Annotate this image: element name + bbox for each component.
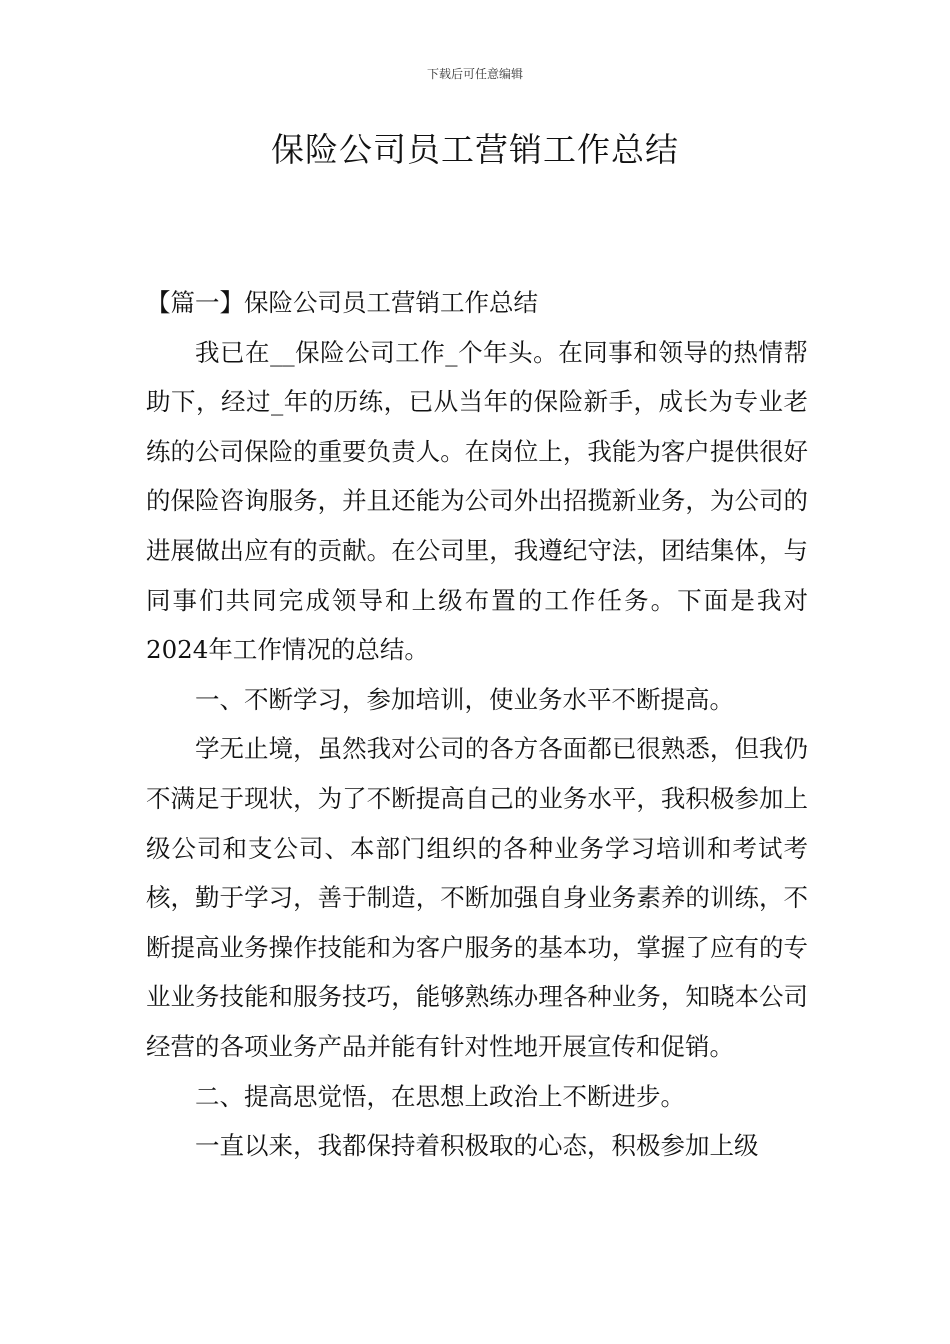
document-title: 保险公司员工营销工作总结 bbox=[271, 130, 679, 169]
paragraph-heading-1: 一、不断学习，参加培训，使业务水平不断提高。 bbox=[195, 684, 734, 714]
paragraph-attitude: 一直以来，我都保持着积极取的心态，积极参加上级 bbox=[195, 1131, 759, 1161]
paragraph-learning: 学无止境，虽然我对公司的各方各面都已很熟悉，但我仍不满足于现状，为了不断提高自己的业务水平，我积极参加上级公司和支公司、本部门组织的各种业务学习培训和考试考核，勤于学习，善于制造，不断加强自身业务素养的训练，不断提高业务操作技能和为客户服务的基本功，掌握了应有的专业业务技能和服务技巧，能够熟练办理各种业务，知晓本公司经营的各项业务产品并能有针对性地开展宣传和促销。 bbox=[146, 734, 808, 1061]
paragraph-heading-2: 二、提高思觉悟，在思想上政治上不断进步。 bbox=[195, 1081, 685, 1111]
document-body bbox=[146, 278, 808, 1171]
section-heading: 【篇一】保险公司员工营销工作总结 bbox=[146, 288, 538, 317]
paragraph-intro: 我已在__保险公司工作_个年头。在同事和领导的热情帮助下，经过_年的历练，已从当年的保险新手，成长为专业老练的公司保险的重要负责人。在岗位上，我能为客户提供很好的保险咨询服务，并且还能为公司外出招揽新业务，为公司的进展做出应有的贡献。在公司里，我遵纪守法，团结集体，与同事们共同完成领导和上级布置的工作任务。下面是我对2024年工作情况的总结。 bbox=[146, 337, 808, 665]
header-note: 下载后可任意编辑 bbox=[426, 67, 523, 81]
